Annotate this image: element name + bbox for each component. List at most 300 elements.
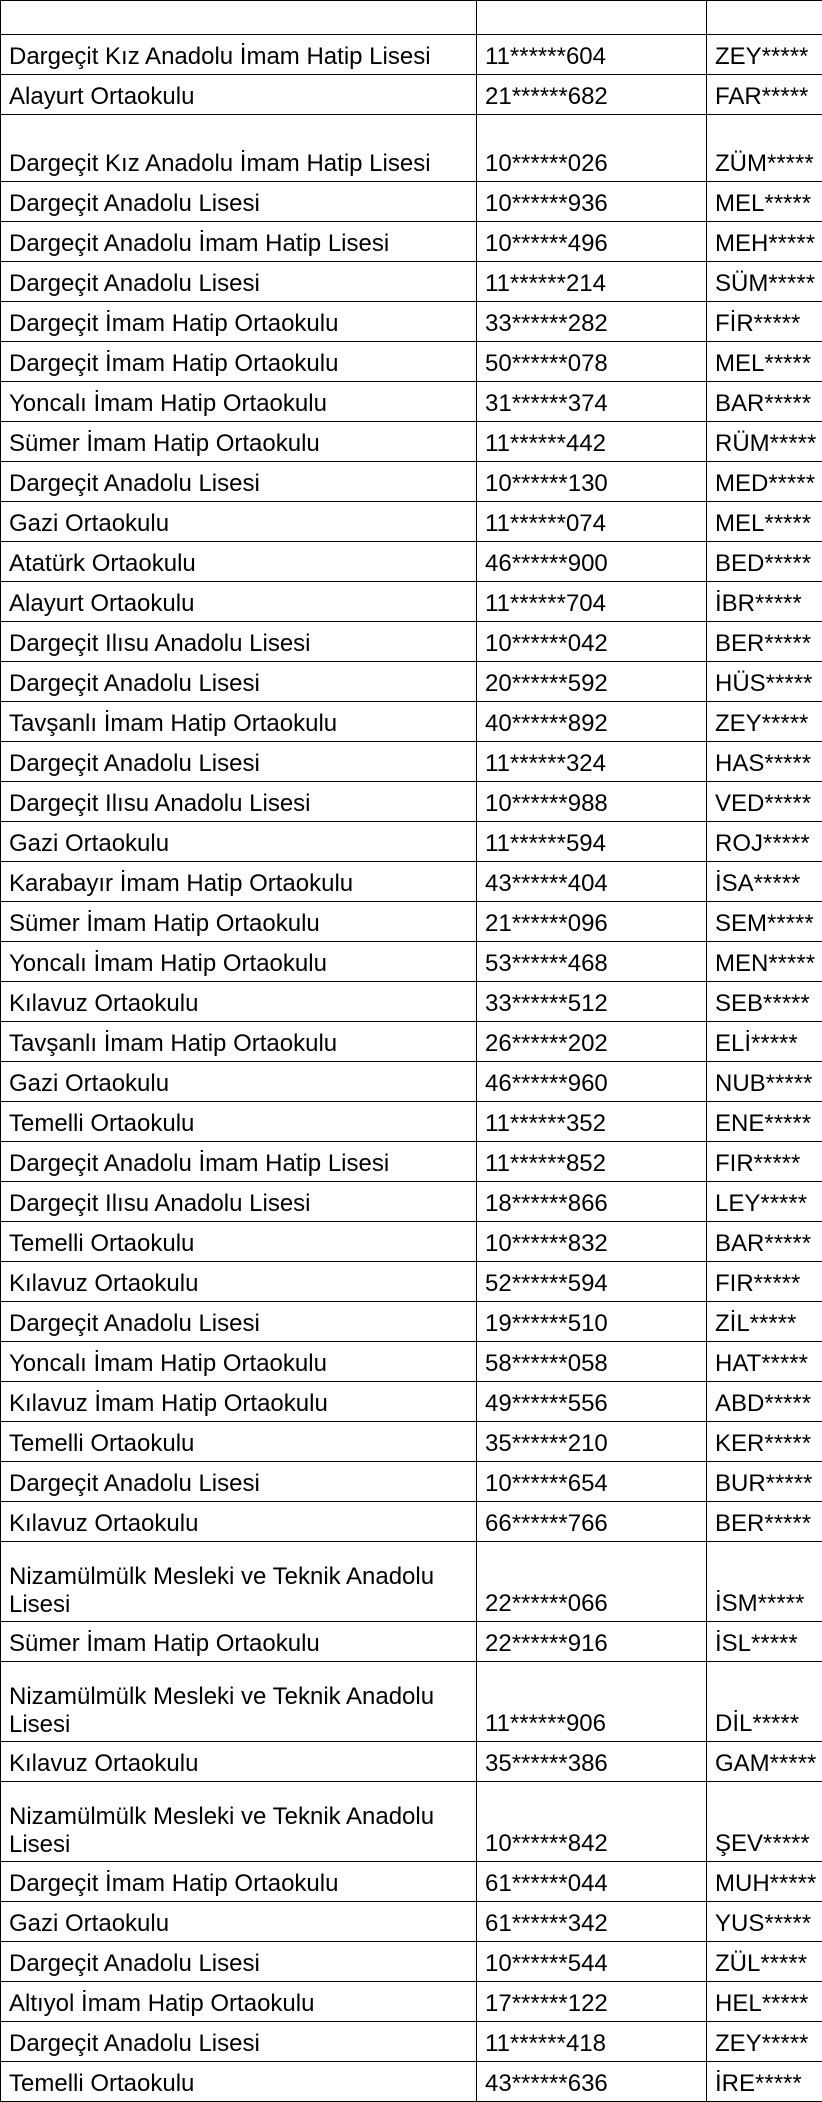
school-text: Temelli Ortaokulu [9,1229,476,1261]
cell-id [477,1062,707,1102]
name-text: ZİL***** [715,1309,822,1341]
table-row [1,1502,822,1542]
cell-id [477,2062,707,2102]
cell-name [707,1302,822,1342]
school-text: Altıyol İmam Hatip Ortaokulu [9,1989,476,2021]
cell-name [707,582,822,622]
cell-id [477,222,707,262]
id-text: 10******654 [485,1469,706,1501]
table-row [1,1382,822,1422]
cell-school [1,1502,477,1542]
id-text: 61******342 [485,1909,706,1941]
id-text: 46******960 [485,1069,706,1101]
cell-id [477,1342,707,1382]
cell-id [477,1022,707,1062]
school-text: Tavşanlı İmam Hatip Ortaokulu [9,1029,476,1061]
school-text: Dargeçit İmam Hatip Ortaokulu [9,349,476,381]
cell-school [1,1142,477,1182]
cell-id [477,35,707,75]
id-text: 10******988 [485,789,706,821]
cell-id [477,1422,707,1462]
table-row [1,1902,822,1942]
cell-id [477,342,707,382]
school-text: Nizamülmülk Mesleki ve Teknik Anadolu Lisesi [9,1563,476,1621]
table-row [1,2062,822,2102]
cell-school [1,75,477,115]
table-row [1,1102,822,1142]
id-text: 11******704 [485,589,706,621]
cell-school [1,662,477,702]
id-text: 11******906 [485,1709,706,1741]
name-text: YUS***** [715,1909,822,1941]
id-text: 21******682 [485,82,706,114]
name-text: HEL***** [715,1989,822,2021]
cell-id [477,1142,707,1182]
name-text: RÜM***** [715,429,822,461]
cell-name [707,622,822,662]
id-text: 33******512 [485,989,706,1021]
table-row [1,382,822,422]
table-row [1,115,822,182]
cell-id [477,1942,707,1982]
id-text: 49******556 [485,1389,706,1421]
cell-id [477,582,707,622]
name-text: İRE***** [715,2069,822,2101]
cell-id [477,1222,707,1262]
cell-name [707,1542,822,1622]
table-row [1,462,822,502]
table-row [1,342,822,382]
id-text: 11******418 [485,2029,706,2061]
school-text: Gazi Ortaokulu [9,829,476,861]
cell-school [1,1062,477,1102]
cell-id [477,502,707,542]
table-row [1,35,822,75]
school-text: Kılavuz Ortaokulu [9,1269,476,1301]
school-text: Dargeçit Anadolu Lisesi [9,269,476,301]
id-text: 10******832 [485,1229,706,1261]
cell-name [707,1182,822,1222]
cell-school [1,782,477,822]
cell-school [1,2022,477,2062]
name-text: BER***** [715,629,822,661]
cell-name [707,782,822,822]
cell-id [477,182,707,222]
table-row [1,902,822,942]
id-text: 33******282 [485,309,706,341]
table-row [1,1542,822,1622]
cell-id [477,382,707,422]
cell-name [707,2062,822,2102]
cell-school [1,862,477,902]
cell-school [1,622,477,662]
cell-school [1,342,477,382]
table-row [1,1742,822,1782]
school-text: Dargeçit Anadolu Lisesi [9,469,476,501]
id-text: 53******468 [485,949,706,981]
cell-name [707,1342,822,1382]
table-row [1,822,822,862]
school-text: Dargeçit Ilısu Anadolu Lisesi [9,789,476,821]
cell-id [477,662,707,702]
school-text: Dargeçit Anadolu Lisesi [9,749,476,781]
cell-name [707,902,822,942]
table-row [1,1,822,35]
cell-school [1,742,477,782]
school-text: Dargeçit Ilısu Anadolu Lisesi [9,1189,476,1221]
name-text: MEH***** [715,229,822,261]
cell-school [1,1422,477,1462]
school-text: Yoncalı İmam Hatip Ortaokulu [9,949,476,981]
id-text: 11******442 [485,429,706,461]
cell-school [1,1342,477,1382]
cell-id [477,1742,707,1782]
cell-id [477,982,707,1022]
school-text: Nizamülmülk Mesleki ve Teknik Anadolu Lisesi [9,1683,476,1741]
id-text: 40******892 [485,709,706,741]
cell-name [707,822,822,862]
cell-id [477,822,707,862]
school-text: Gazi Ortaokulu [9,1909,476,1941]
cell-school [1,1542,477,1622]
id-text: 11******604 [485,42,706,74]
cell-id [477,622,707,662]
cell-name [707,1862,822,1902]
id-text: 35******210 [485,1429,706,1461]
id-text: 31******374 [485,389,706,421]
id-text: 18******866 [485,1189,706,1221]
table-row [1,1622,822,1662]
school-text: Sümer İmam Hatip Ortaokulu [9,1629,476,1661]
table-row [1,982,822,1022]
cell-id [477,1502,707,1542]
table-row [1,1022,822,1062]
school-text: Dargeçit Anadolu İmam Hatip Lisesi [9,1149,476,1181]
cell-id [477,1102,707,1142]
cell-name [707,182,822,222]
cell-name [707,1102,822,1142]
id-text: 10******026 [485,149,706,181]
table-row [1,1342,822,1382]
cell-name [707,1142,822,1182]
cell-id [477,1262,707,1302]
id-text: 17******122 [485,1989,706,2021]
cell-name [707,862,822,902]
school-text: Dargeçit Anadolu İmam Hatip Lisesi [9,229,476,261]
name-text: NUB***** [715,1069,822,1101]
name-text: BAR***** [715,389,822,421]
name-text: ZÜL***** [715,1949,822,1981]
table-row [1,1062,822,1102]
cell-school [1,182,477,222]
school-text: Temelli Ortaokulu [9,1109,476,1141]
school-text: Dargeçit İmam Hatip Ortaokulu [9,1869,476,1901]
cell-name [707,422,822,462]
table-row [1,222,822,262]
id-text: 11******352 [485,1109,706,1141]
cell-school [1,542,477,582]
cell-school [1,222,477,262]
name-text: HAS***** [715,749,822,781]
cell-name [707,502,822,542]
id-text: 35******386 [485,1749,706,1781]
cell-school [1,1622,477,1662]
cell-school [1,35,477,75]
school-text: Dargeçit Anadolu Lisesi [9,189,476,221]
cell-name [707,1222,822,1262]
cell-school [1,1382,477,1422]
cell-name [707,2022,822,2062]
cell-name [707,302,822,342]
name-text: ZEY***** [715,42,822,74]
cell-school [1,582,477,622]
cell-name [707,382,822,422]
cell-id [477,1982,707,2022]
cell-id [477,462,707,502]
name-text: İSM***** [715,1589,822,1621]
table-row [1,1782,822,1862]
school-text: Sümer İmam Hatip Ortaokulu [9,429,476,461]
name-text: BUR***** [715,1469,822,1501]
id-text: 10******842 [485,1829,706,1861]
cell-school [1,702,477,742]
name-text: MEN***** [715,949,822,981]
cell-school [1,822,477,862]
cell-id [477,1542,707,1622]
school-text: Dargeçit Anadolu Lisesi [9,2029,476,2061]
cell-school [1,982,477,1022]
school-text: Dargeçit Anadolu Lisesi [9,1469,476,1501]
name-text: MEL***** [715,189,822,221]
cell-id [477,1,707,35]
cell-name [707,702,822,742]
cell-id [477,942,707,982]
cell-school [1,1222,477,1262]
name-text: FAR***** [715,82,822,114]
id-text: 43******636 [485,2069,706,2101]
cell-school [1,462,477,502]
table-row [1,1662,822,1742]
cell-school [1,422,477,462]
school-text: Kılavuz Ortaokulu [9,989,476,1021]
school-text: Temelli Ortaokulu [9,1429,476,1461]
table-row [1,742,822,782]
cell-name [707,1622,822,1662]
id-text: 11******594 [485,829,706,861]
cell-id [477,1902,707,1942]
id-text: 50******078 [485,349,706,381]
id-text: 61******044 [485,1869,706,1901]
cell-name [707,1382,822,1422]
school-text: Dargeçit İmam Hatip Ortaokulu [9,309,476,341]
table-row [1,422,822,462]
cell-id [477,115,707,182]
table-row [1,1862,822,1902]
cell-name [707,35,822,75]
cell-name [707,222,822,262]
cell-name [707,742,822,782]
name-text: İSA***** [715,869,822,901]
cell-school [1,262,477,302]
cell-name [707,662,822,702]
cell-id [477,1622,707,1662]
name-text: DİL***** [715,1709,822,1741]
table-row [1,942,822,982]
school-text: Sümer İmam Hatip Ortaokulu [9,909,476,941]
table-row [1,542,822,582]
name-text: FIR***** [715,1269,822,1301]
cell-school [1,1662,477,1742]
school-text: Dargeçit Kız Anadolu İmam Hatip Lisesi [9,149,476,181]
school-text: Yoncalı İmam Hatip Ortaokulu [9,389,476,421]
cell-name [707,1902,822,1942]
cell-id [477,262,707,302]
school-text: Karabayır İmam Hatip Ortaokulu [9,869,476,901]
cell-id [477,1182,707,1222]
cell-id [477,2022,707,2062]
cell-id [477,542,707,582]
cell-name [707,75,822,115]
cell-school [1,942,477,982]
cell-school [1,1982,477,2022]
table-row [1,582,822,622]
cell-name [707,1942,822,1982]
id-text: 20******592 [485,669,706,701]
cell-id [477,1462,707,1502]
name-text: HÜS***** [715,669,822,701]
cell-school [1,1182,477,1222]
name-text: FIR***** [715,1149,822,1181]
table-row [1,262,822,302]
name-text: ZÜM***** [715,149,822,181]
name-text: BAR***** [715,1229,822,1261]
name-text: BER***** [715,1509,822,1541]
cell-id [477,422,707,462]
cell-id [477,1662,707,1742]
table-row [1,1942,822,1982]
cell-name [707,1062,822,1102]
cell-school [1,1,477,35]
name-text: ROJ***** [715,829,822,861]
id-text: 66******766 [485,1509,706,1541]
id-text: 10******042 [485,629,706,661]
cell-school [1,1862,477,1902]
school-text: Alayurt Ortaokulu [9,589,476,621]
cell-name [707,942,822,982]
cell-name [707,542,822,582]
id-text: 21******096 [485,909,706,941]
cell-name [707,115,822,182]
table-row [1,1302,822,1342]
cell-school [1,1302,477,1342]
id-text: 26******202 [485,1029,706,1061]
school-text: Atatürk Ortaokulu [9,549,476,581]
cell-school [1,1782,477,1862]
cell-id [477,302,707,342]
cell-name [707,1982,822,2022]
table-row [1,1262,822,1302]
cell-name [707,982,822,1022]
name-text: KER***** [715,1429,822,1461]
name-text: GAM***** [715,1749,822,1781]
cell-id [477,1302,707,1342]
name-text: İBR***** [715,589,822,621]
id-text: 43******404 [485,869,706,901]
school-text: Yoncalı İmam Hatip Ortaokulu [9,1349,476,1381]
table-row [1,2022,822,2062]
table-row [1,502,822,542]
name-text: MEL***** [715,509,822,541]
table-row [1,1182,822,1222]
cell-id [477,902,707,942]
table-row [1,1462,822,1502]
id-text: 10******544 [485,1949,706,1981]
school-text: Gazi Ortaokulu [9,509,476,541]
school-text: Kılavuz Ortaokulu [9,1749,476,1781]
school-text: Nizamülmülk Mesleki ve Teknik Anadolu Lisesi [9,1803,476,1861]
cell-name [707,1782,822,1862]
id-text: 46******900 [485,549,706,581]
school-text: Dargeçit Anadolu Lisesi [9,669,476,701]
id-text: 22******066 [485,1589,706,1621]
cell-id [477,862,707,902]
name-text: FİR***** [715,309,822,341]
table-row [1,1142,822,1182]
cell-school [1,502,477,542]
school-text: Alayurt Ortaokulu [9,82,476,114]
student-table-body [1,1,822,2102]
name-text: ABD***** [715,1389,822,1421]
name-text: İSL***** [715,1629,822,1661]
id-text: 11******074 [485,509,706,541]
id-text: 11******214 [485,269,706,301]
cell-name [707,1,822,35]
cell-name [707,1662,822,1742]
name-text: BED***** [715,549,822,581]
name-text: SÜM***** [715,269,822,301]
id-text: 10******496 [485,229,706,261]
cell-school [1,1462,477,1502]
cell-school [1,302,477,342]
cell-school [1,2062,477,2102]
cell-id [477,702,707,742]
name-text: ELİ***** [715,1029,822,1061]
cell-school [1,382,477,422]
school-text: Kılavuz Ortaokulu [9,1509,476,1541]
table-row [1,622,822,662]
school-text: Dargeçit Kız Anadolu İmam Hatip Lisesi [9,42,476,74]
cell-id [477,1862,707,1902]
name-text: ŞEV***** [715,1829,822,1861]
table-row [1,1222,822,1262]
school-text: Gazi Ortaokulu [9,1069,476,1101]
cell-school [1,1262,477,1302]
cell-school [1,1102,477,1142]
name-text: MEL***** [715,349,822,381]
table-row [1,1422,822,1462]
name-text: ZEY***** [715,709,822,741]
table-row [1,702,822,742]
school-text: Kılavuz İmam Hatip Ortaokulu [9,1389,476,1421]
name-text: ENE***** [715,1109,822,1141]
cell-name [707,1022,822,1062]
table-row [1,182,822,222]
name-text: LEY***** [715,1189,822,1221]
id-text: 58******058 [485,1349,706,1381]
cell-school [1,1942,477,1982]
table-row [1,302,822,342]
id-text: 11******324 [485,749,706,781]
